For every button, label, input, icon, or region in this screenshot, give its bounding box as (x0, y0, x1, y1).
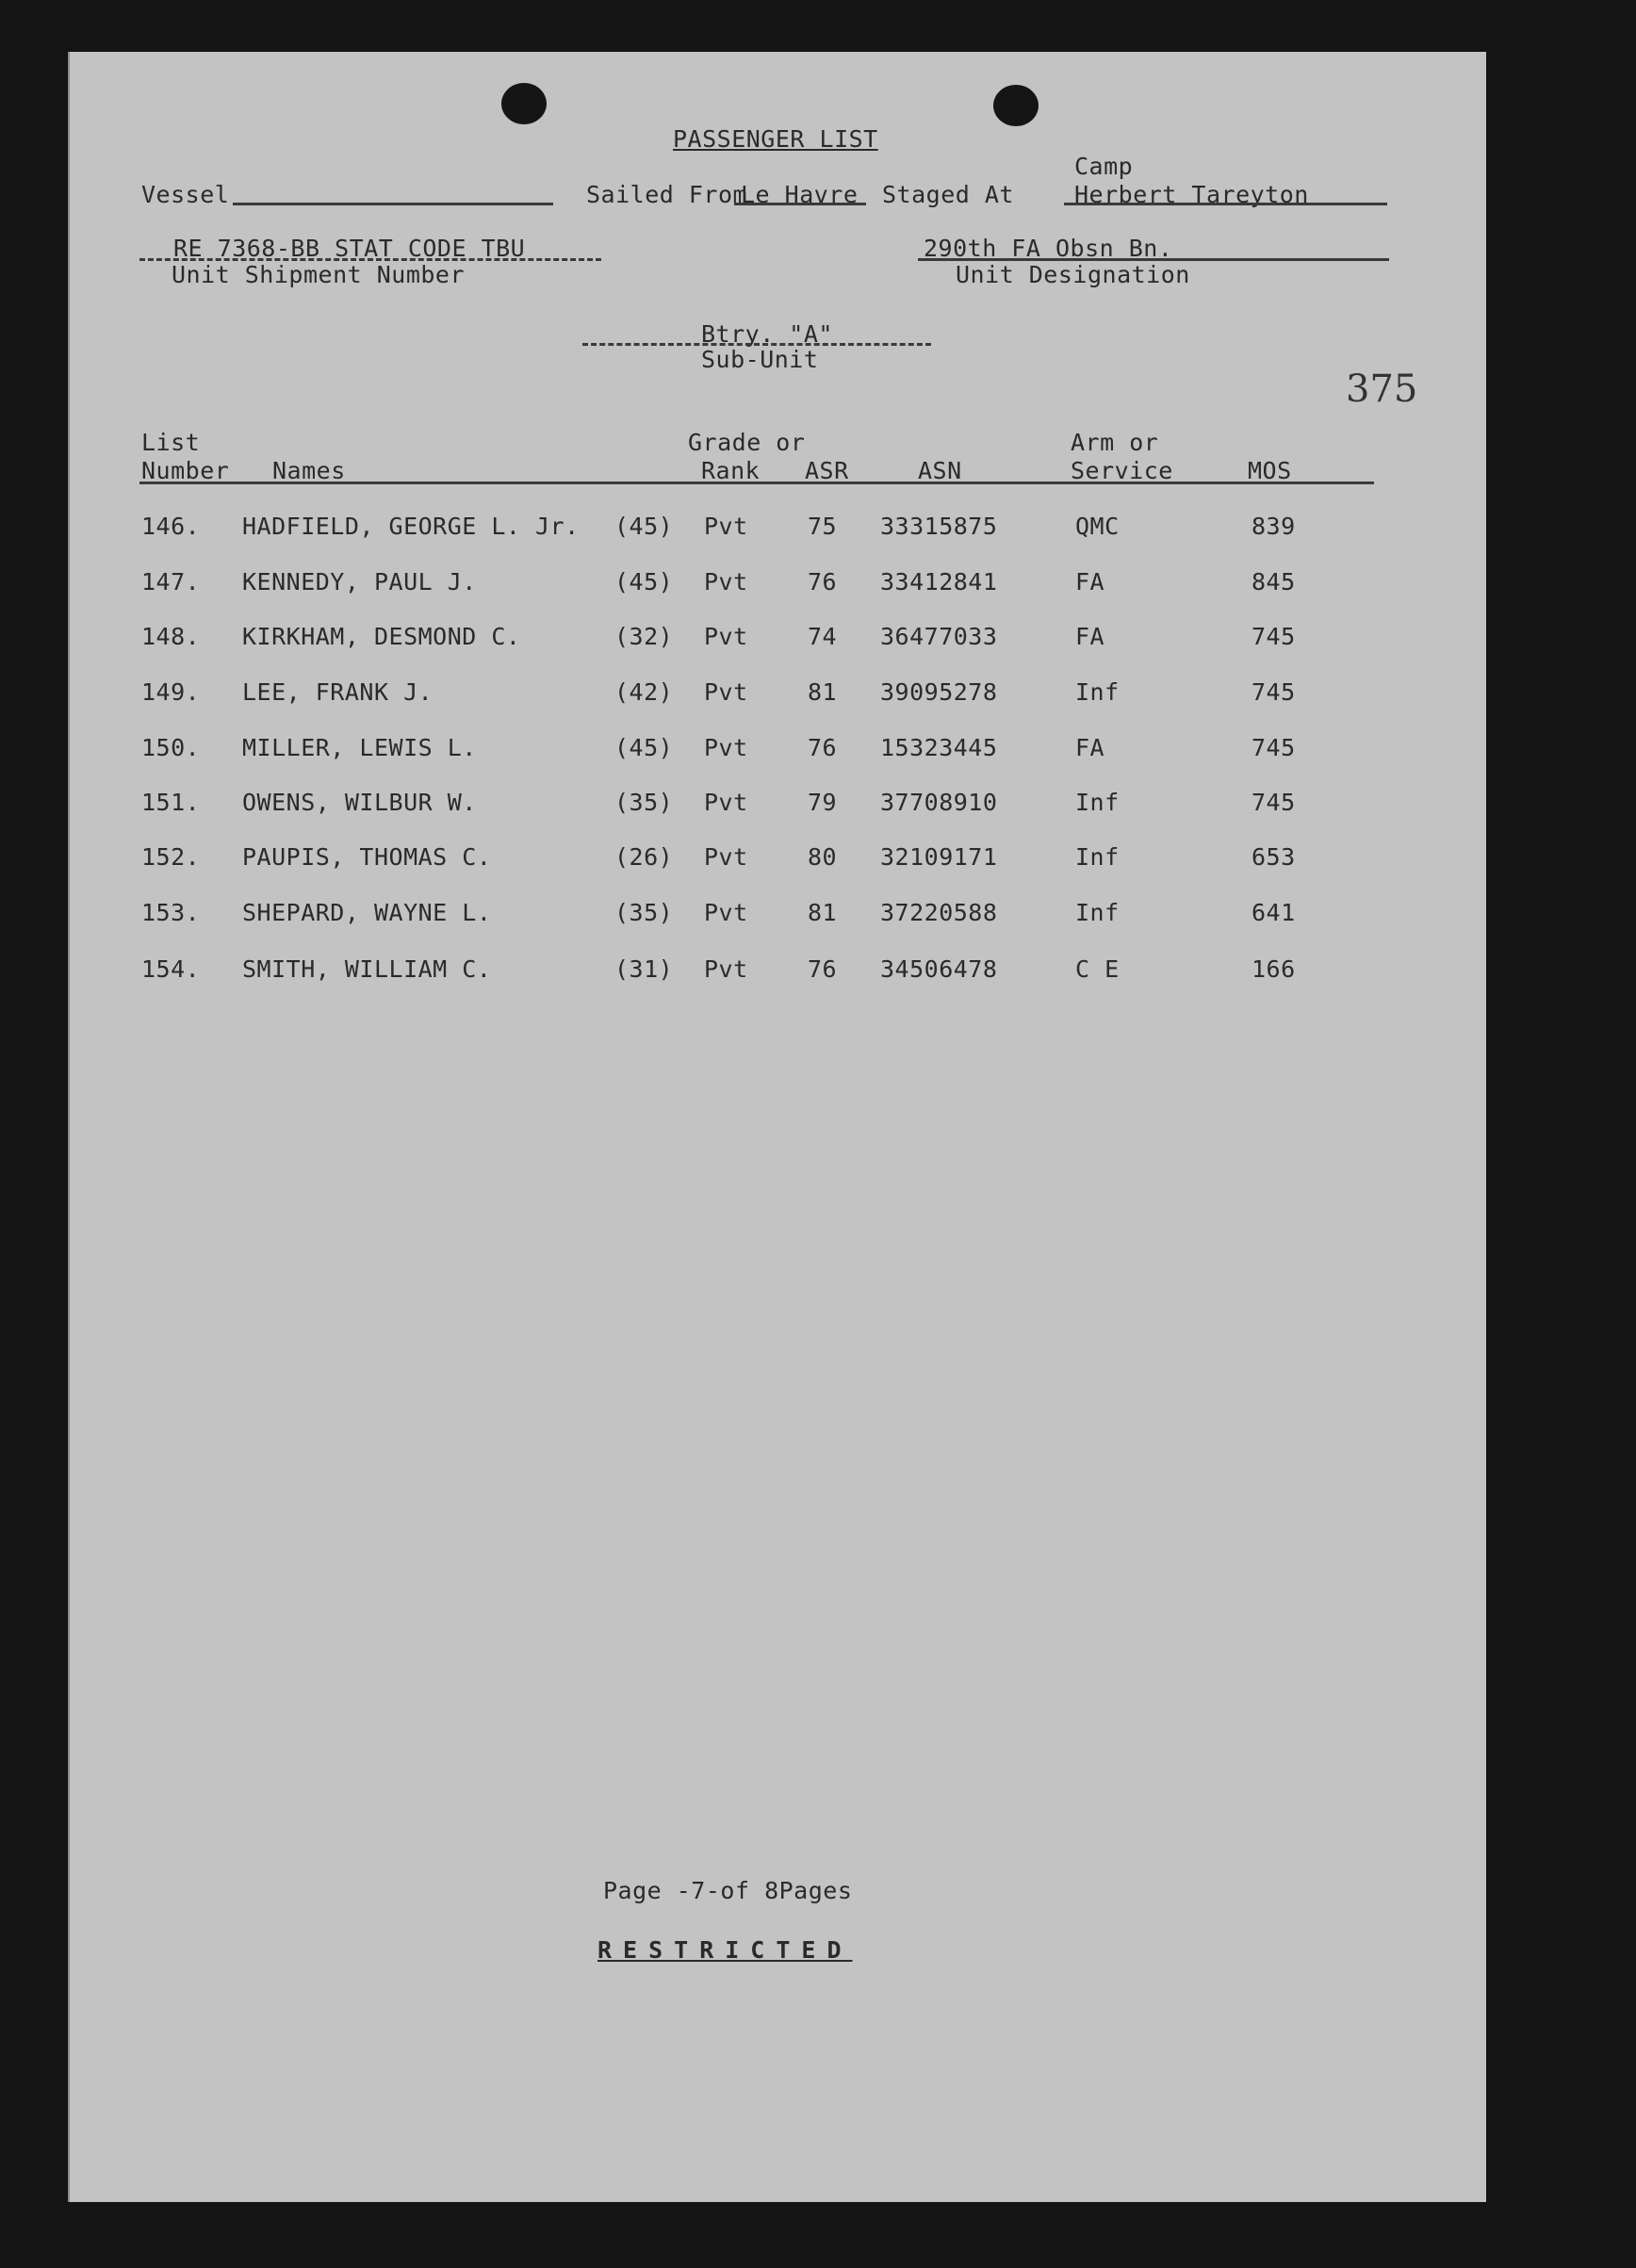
header-asn: ASN (918, 457, 962, 484)
arm-service: FA (1075, 734, 1105, 761)
table-row (70, 678, 1486, 716)
arm-service: FA (1075, 623, 1105, 650)
asn: 33315875 (880, 513, 998, 540)
shipment-number-label: Unit Shipment Number (172, 261, 466, 288)
asr: 76 (808, 955, 838, 983)
header-list: List (141, 429, 201, 456)
mos: 839 (1252, 513, 1296, 540)
age: (45) (614, 513, 674, 540)
mos: 641 (1252, 899, 1296, 926)
arm-service: FA (1075, 568, 1105, 596)
header-arm: Arm or (1071, 429, 1159, 456)
sailed-from-value: Le Havre (741, 181, 859, 208)
asr: 80 (808, 843, 838, 871)
asn: 32109171 (880, 843, 998, 871)
mos: 745 (1252, 678, 1296, 706)
vessel-line (233, 203, 553, 205)
staged-at-line (1064, 203, 1387, 205)
rank: Pvt (704, 899, 748, 926)
list-number: 151. (141, 789, 201, 816)
arm-service: Inf (1075, 678, 1120, 706)
page-count: Page -7-of 8Pages (603, 1877, 853, 1904)
asn: 36477033 (880, 623, 998, 650)
table-row (70, 513, 1486, 550)
unit-designation-value: 290th FA Obsn Bn. (924, 235, 1173, 262)
age: (32) (614, 623, 674, 650)
sailed-from-label: Sailed From (586, 181, 748, 208)
header-mos: MOS (1248, 457, 1292, 484)
table-row (70, 843, 1486, 881)
list-number: 147. (141, 568, 201, 596)
staged-at-value-line1: Camp (1074, 153, 1134, 180)
asr: 81 (808, 899, 838, 926)
asn: 37220588 (880, 899, 998, 926)
header-number: Number (141, 457, 230, 484)
passenger-name: KIRKHAM, DESMOND C. (242, 623, 521, 650)
arm-service: Inf (1075, 843, 1120, 871)
header-underline (139, 481, 1374, 484)
table-row (70, 568, 1486, 606)
header-grade: Grade or (688, 429, 806, 456)
header-service: Service (1071, 457, 1173, 484)
header-rank: Rank (701, 457, 761, 484)
asr: 81 (808, 678, 838, 706)
mos: 166 (1252, 955, 1296, 983)
table-row (70, 899, 1486, 937)
document-page (68, 52, 1486, 2202)
page-stamp-number: 375 (1346, 367, 1418, 411)
age: (42) (614, 678, 674, 706)
vessel-label: Vessel (141, 181, 230, 208)
list-number: 153. (141, 899, 201, 926)
asn: 37708910 (880, 789, 998, 816)
age: (31) (614, 955, 674, 983)
rank: Pvt (704, 623, 748, 650)
sailed-from-line (734, 203, 866, 205)
list-number: 149. (141, 678, 201, 706)
rank: Pvt (704, 513, 748, 540)
punch-hole-left (501, 83, 547, 124)
passenger-name: LEE, FRANK J. (242, 678, 434, 706)
rank: Pvt (704, 843, 748, 871)
rank: Pvt (704, 955, 748, 983)
rank: Pvt (704, 789, 748, 816)
mos: 845 (1252, 568, 1296, 596)
classification-label: RESTRICTED (597, 1936, 853, 1964)
rank: Pvt (704, 678, 748, 706)
age: (35) (614, 899, 674, 926)
passenger-name: HADFIELD, GEORGE L. Jr. (242, 513, 580, 540)
mos: 745 (1252, 623, 1296, 650)
list-number: 152. (141, 843, 201, 871)
staged-at-value-line2: Herbert Tareyton (1074, 181, 1309, 208)
asr: 76 (808, 568, 838, 596)
age: (45) (614, 734, 674, 761)
shipment-number-value: RE 7368-BB STAT CODE TBU (173, 235, 526, 262)
asn: 34506478 (880, 955, 998, 983)
asr: 75 (808, 513, 838, 540)
age: (45) (614, 568, 674, 596)
punch-hole-right (993, 85, 1039, 126)
asr: 79 (808, 789, 838, 816)
mos: 745 (1252, 734, 1296, 761)
table-row (70, 955, 1486, 993)
asr: 74 (808, 623, 838, 650)
arm-service: Inf (1075, 789, 1120, 816)
table-row (70, 734, 1486, 772)
age: (35) (614, 789, 674, 816)
table-row (70, 623, 1486, 661)
passenger-name: KENNEDY, PAUL J. (242, 568, 477, 596)
passenger-name: SMITH, WILLIAM C. (242, 955, 492, 983)
unit-designation-label: Unit Designation (956, 261, 1190, 288)
document-title: PASSENGER LIST (673, 125, 878, 153)
staged-at-label: Staged At (882, 181, 1014, 208)
mos: 653 (1252, 843, 1296, 871)
asn: 39095278 (880, 678, 998, 706)
list-number: 148. (141, 623, 201, 650)
header-names: Names (272, 457, 346, 484)
list-number: 150. (141, 734, 201, 761)
age: (26) (614, 843, 674, 871)
table-row (70, 789, 1486, 826)
asn: 15323445 (880, 734, 998, 761)
asr: 76 (808, 734, 838, 761)
header-asr: ASR (805, 457, 849, 484)
sub-unit-value: Btry. "A" (701, 320, 833, 348)
rank: Pvt (704, 568, 748, 596)
list-number: 146. (141, 513, 201, 540)
passenger-name: SHEPARD, WAYNE L. (242, 899, 492, 926)
asn: 33412841 (880, 568, 998, 596)
arm-service: C E (1075, 955, 1120, 983)
passenger-name: OWENS, WILBUR W. (242, 789, 477, 816)
sub-unit-label: Sub-Unit (701, 346, 819, 373)
passenger-name: MILLER, LEWIS L. (242, 734, 477, 761)
arm-service: Inf (1075, 899, 1120, 926)
list-number: 154. (141, 955, 201, 983)
mos: 745 (1252, 789, 1296, 816)
passenger-name: PAUPIS, THOMAS C. (242, 843, 492, 871)
arm-service: QMC (1075, 513, 1120, 540)
rank: Pvt (704, 734, 748, 761)
